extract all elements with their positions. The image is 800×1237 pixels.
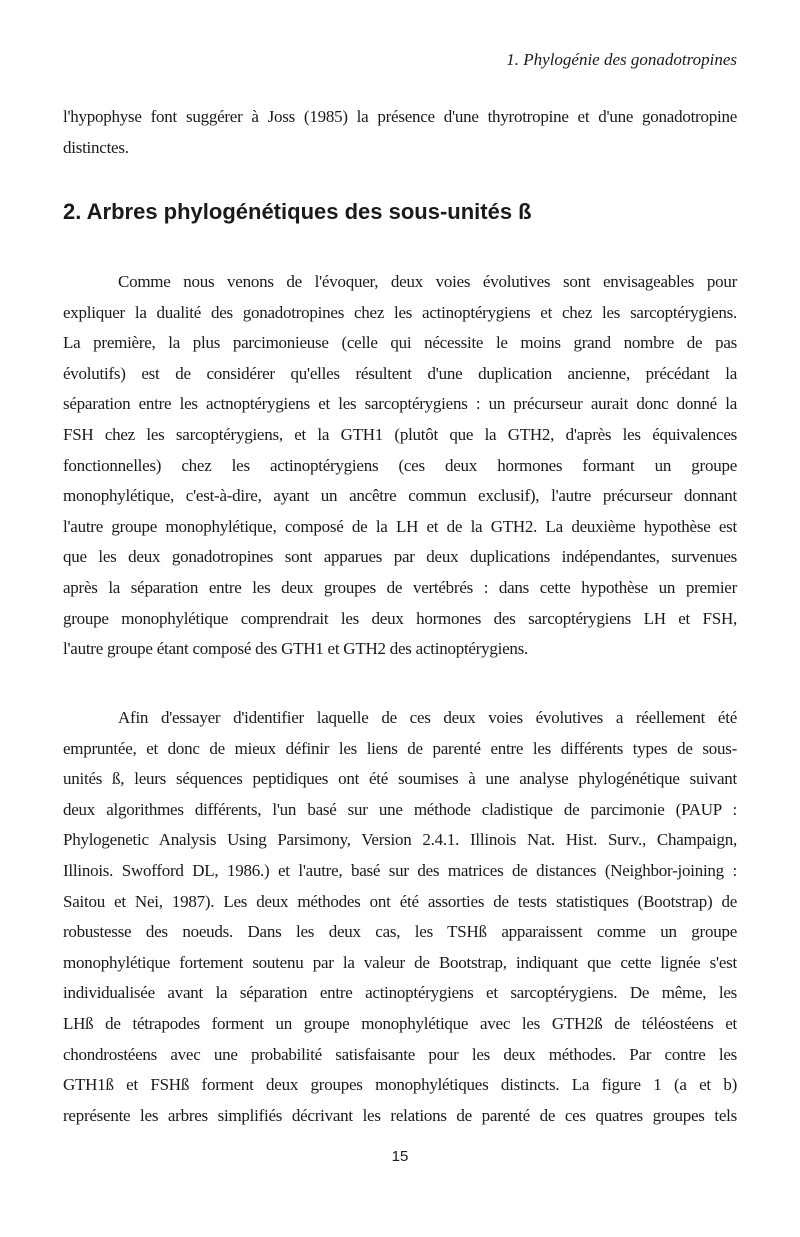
text-line: évolutifs) est de considérer qu'elles résultent d'une duplication ancienne, précédant la <box>63 363 737 383</box>
text-line: fonctionnelles) chez les actinoptérygiens (ces deux hormones formant un groupe <box>63 455 737 475</box>
text-line: l'autre groupe monophylétique, composé de la LH et de la GTH2. La deuxième hypothèse est <box>63 516 737 536</box>
text-line: chondrostéens avec une probabilité satisfaisante pour les deux méthodes. Par contre les <box>63 1044 737 1064</box>
text-line: Illinois. Swofford DL, 1986.) et l'autre, basé sur des matrices de distances (Neighbor-joining : <box>63 861 737 880</box>
running-header: 1. Phylogénie des gonadotropines <box>506 50 737 69</box>
text-line: monophylétique fortement soutenu par la valeur de Bootstrap, indiquant que cette lignée s'est <box>63 952 737 972</box>
text-line: distinctes. <box>63 137 129 157</box>
text-line: représente les arbres simplifiés décrivant les relations de parenté de ces quatres groupes tels <box>63 1105 737 1125</box>
section-heading: 2. Arbres phylogénétiques des sous-unités ß <box>63 199 532 224</box>
text-line: individualisée avant la séparation entre actinoptérygiens et sarcoptérygiens. De même, les <box>63 983 737 1003</box>
text-line: robustesse des noeuds. Dans les deux cas, les TSHß apparaissent comme un groupe <box>63 922 737 942</box>
page-number: 15 <box>391 1148 409 1165</box>
text-line: Afin d'essayer d'identifier laquelle de ces deux voies évolutives a réellement été <box>118 708 737 727</box>
text-line: unités ß, leurs séquences peptidiques ont été soumises à une analyse phylogénétique suivant <box>63 769 737 789</box>
text-line: l'autre groupe étant composé des GTH1 et GTH2 des actinoptérygiens. <box>63 639 529 659</box>
text-line: expliquer la dualité des gonadotropines chez les actinoptérygiens et chez les sarcoptérygiens. <box>63 302 737 322</box>
text-line: LHß de tétrapodes forment un groupe monophylétique avec les GTH2ß de téléostéens et <box>63 1014 737 1033</box>
text-line: Saitou et Nei, 1987). Les deux méthodes ont été assorties de tests statistiques (Bootstrap) de <box>63 891 737 911</box>
text-line: Comme nous venons de l'évoquer, deux voies évolutives sont envisageables pour <box>118 272 737 291</box>
text-line: l'hypophyse font suggérer à Joss (1985) la présence d'une thyrotropine et d'une gonadotropine <box>63 107 737 126</box>
text-line: que les deux gonadotropines sont apparues par deux duplications indépendantes, survenues <box>63 547 737 567</box>
text-line: séparation entre les actnoptérygiens et les sarcoptérygiens : un précurseur aurait donc donné la <box>63 394 737 414</box>
text-line: FSH chez les sarcoptérygiens, et la GTH1 (plutôt que la GTH2, d'après les équivalences <box>63 425 737 444</box>
text-line: deux algorithmes différents, l'un basé sur une méthode cladistique de parcimonie (PAUP : <box>63 799 737 819</box>
text-line: empruntée, et donc de mieux définir les liens de parenté entre les différents types de sous- <box>63 738 737 758</box>
text-line: GTH1ß et FSHß forment deux groupes monophylétiques distincts. La figure 1 (a et b) <box>63 1075 737 1095</box>
text-line: La première, la plus parcimonieuse (celle qui nécessite le moins grand nombre de pas <box>63 333 737 353</box>
text-line: groupe monophylétique comprendrait les deux hormones des sarcoptérygiens LH et FSH, <box>63 608 737 628</box>
text-line: Phylogenetic Analysis Using Parsimony, Version 2.4.1. Illinois Nat. Hist. Surv., Champaign, <box>63 830 737 850</box>
text-line: monophylétique, c'est-à-dire, ayant un ancêtre commun exclusif), l'autre précurseur donnant <box>63 486 737 506</box>
text-line: après la séparation entre les deux groupes de vertébrés : dans cette hypothèse un premier <box>63 578 737 597</box>
